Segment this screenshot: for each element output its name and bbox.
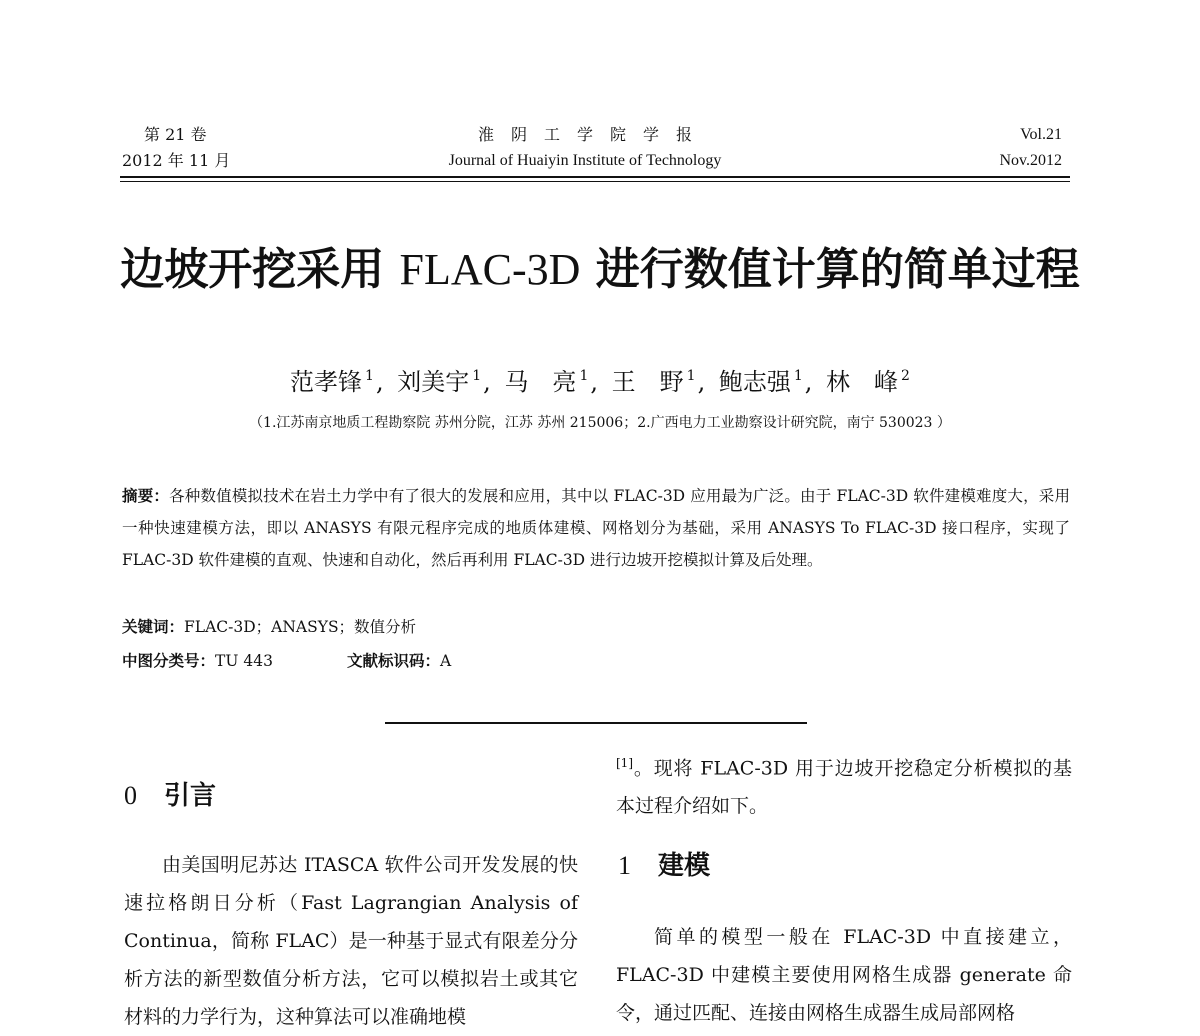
issue-date-en: Nov.2012 <box>999 152 1062 169</box>
volume-number: 第 21 卷 <box>144 125 207 144</box>
header-rule-thick <box>120 176 1070 178</box>
paragraph: 。现将 FLAC-3D 用于边坡开挖稳定分析模拟的基本过程介绍如下。 <box>616 757 1072 818</box>
author: 王 野 $^1$ <box>611 368 696 396</box>
author: 鲍志强 $^1$ <box>718 368 803 396</box>
doc-code-value: A <box>439 652 452 670</box>
paper-title <box>120 240 1080 300</box>
section-heading-modeling: 1 建模 <box>618 851 711 881</box>
section-divider <box>385 722 807 724</box>
journal-name-cn: 淮阴工学院学报 <box>477 125 709 144</box>
running-header-right <box>999 122 1062 174</box>
author: 刘美宇 $^1$ <box>397 368 482 396</box>
paragraph: 简单的模型一般在 FLAC-3D 中直接建立，FLAC-3D 中建模主要使用网格生成器 generate 命令，通过匹配、连接由网格生成器生成局部网格 <box>616 926 1072 1024</box>
left-column-body <box>124 846 578 1036</box>
affiliations: （1.江苏南京地质工程勘察院 苏州分院，江苏 苏州 215006；2.广西电力工业勘察设计研究院，南宁 530023 ） <box>249 415 951 431</box>
abstract-label: 摘要： <box>122 486 170 505</box>
doc-code-label: 文献标识码： <box>346 651 440 670</box>
issue-date-cn: 2012 年 11 月 <box>122 151 231 170</box>
title-text-2: 进行数值计算的简单过程 <box>580 244 1080 295</box>
keywords <box>122 612 416 642</box>
classification <box>122 646 451 676</box>
author-list: 范孝锋 $^1$, 刘美宇 $^1$, 马 亮 $^1$, 王 野 $^1$, 鲍志强 $^1$, 林 峰 $^2$ <box>290 368 910 396</box>
right-column-continuation <box>616 744 1072 825</box>
title-text-1: 边坡开挖采用 <box>120 244 400 295</box>
citation-ref: [1] <box>616 756 633 770</box>
author: 马 亮 $^1$ <box>504 368 589 396</box>
keywords-text: FLAC-3D；ANASYS；数值分析 <box>184 618 417 636</box>
paragraph: 由美国明尼苏达 ITASCA 软件公司开发发展的快速拉格朗日分析（Fast Lagrangian Analysis of Continua，简称 FLAC）是一种基于显式有限差分分析方法的新型数值分析方法，它可以模拟岩土或其它材料的力学行为，这种算法可以准确地模 <box>124 854 578 1028</box>
clc-value: TU 443 <box>215 652 273 670</box>
right-column-body <box>616 918 1072 1032</box>
volume-en: Vol.21 <box>1020 126 1062 143</box>
author: 林 峰 $^2$ <box>826 368 910 396</box>
journal-name-en: Journal of Huaiyin Institute of Technology <box>448 152 722 169</box>
running-header-left <box>122 122 230 174</box>
running-header-center <box>410 122 760 174</box>
section-heading-introduction: 0 引言 <box>124 781 217 811</box>
author: 范孝锋 $^1$ <box>290 368 374 396</box>
keywords-label: 关键词： <box>122 617 185 636</box>
clc-label: 中图分类号： <box>122 651 216 670</box>
abstract <box>122 480 1070 576</box>
abstract-text: 各种数值模拟技术在岩土力学中有了很大的发展和应用，其中以 FLAC-3D 应用最为广泛。由于 FLAC-3D 软件建模难度大，采用一种快速建模方法，即以 ANASYS 有限元程序完成的地质体建模、网格划分为基础，采用 ANASYS To FLAC-3D 接口程序，实现了 FLAC-3D 软件建模的直观、快速和自动化，然后再利用 FLAC-3D 进行边坡开挖模拟计算及后处理。 <box>122 487 1070 569</box>
title-text-latin: FLAC-3D <box>399 245 581 294</box>
header-rule-thin <box>120 181 1070 182</box>
